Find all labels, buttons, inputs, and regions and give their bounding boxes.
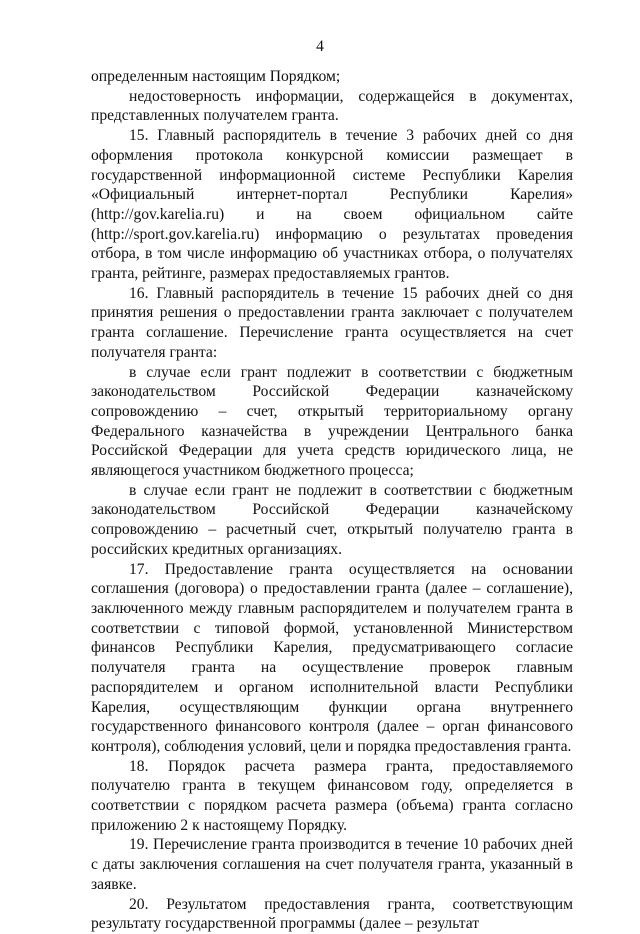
paragraph-18: 18. Порядок расчета размера гранта, предоставляемого получателю гранта в текущем финансовом году, определяется в соответствии с порядком расчета размера (объема) гранта согласно приложению 2 к настоящему Порядку.: [91, 757, 573, 834]
paragraph-16-case-treasury: в случае если грант подлежит в соответствии с бюджетным законодательством Российской Федерации казначейскому сопровождению – счет, открытый территориальному органу Федерального казначейства в учреждении Центрального банка Российской Федерации для учета средств юридического лица, не являющегося участником бюджетного процесса;: [91, 363, 573, 480]
paragraph-19: 19. Перечисление гранта производится в течение 10 рабочих дней с даты заключения соглашения на счет получателя гранта, указанный в заявке.: [91, 836, 573, 893]
paragraph-unreliable-info: недостоверность информации, содержащейся в документах, представленных получателем гранта.: [91, 87, 573, 125]
document-body: [91, 67, 573, 934]
page-number: 4: [316, 38, 324, 55]
paragraph-20: 20. Результатом предоставления гранта, соответствующим результату государственной программы (далее – результат: [91, 895, 573, 933]
paragraph-15: 15. Главный распорядитель в течение 3 рабочих дней со дня оформления протокола конкурсной комиссии размещает в государственной информационной системе Республики Карелия «Официальный интернет-портал Республики Карелия» (http://gov.karelia.ru) и на своем официальном сайте (http://sport.gov.karelia.ru) информацию о результатах проведения отбора, в том числе информацию об участниках отбора, о получателях гранта, рейтинге, размерах предоставляемых грантов.: [91, 127, 573, 283]
paragraph-16: 16. Главный распорядитель в течение 15 рабочих дней со дня принятия решения о предоставлении гранта заключает с получателем гранта соглашение. Перечисление гранта осуществляется на счет получателя гранта:: [91, 284, 573, 361]
paragraph-16-case-bank: в случае если грант не подлежит в соответствии с бюджетным законодательством Российской Федерации казначейскому сопровождению – расчетный счет, открытый получателю гранта в российских кредитных организациях.: [91, 481, 573, 558]
paragraph-continuation: определенным настоящим Порядком;: [91, 68, 341, 85]
paragraph-17: 17. Предоставление гранта осуществляется на основании соглашения (договора) о предоставлении гранта (далее – соглашение), заключенного между главным распорядителем и получателем гранта в соответствии с типовой формой, установленной Министерством финансов Республики Карелия, предусматривающего согласие получателя гранта на осуществление проверок главным распорядителем и органом исполнительной власти Республики Карелия, осуществляющим функции органа внутреннего государственного финансового контроля (далее – орган финансового контроля), соблюдения условий, цели и порядка предоставления гранта.: [91, 560, 573, 755]
